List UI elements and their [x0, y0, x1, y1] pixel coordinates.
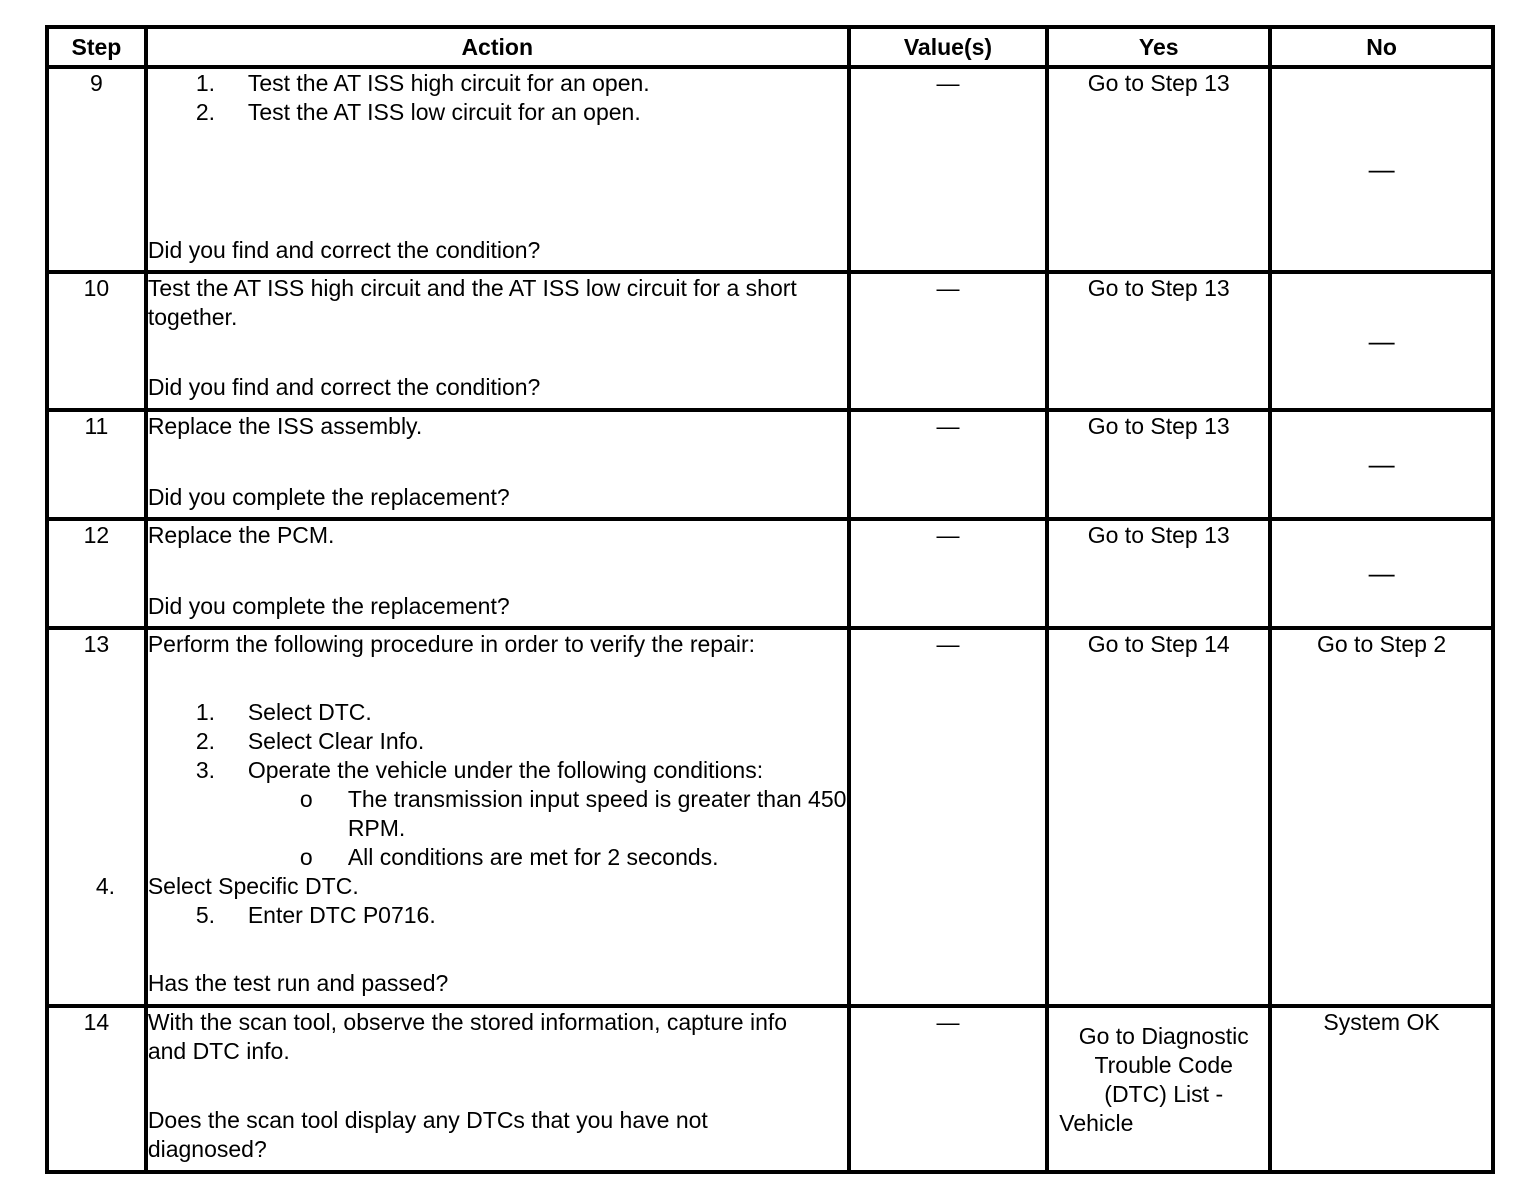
table-row-step-11 — [47, 410, 1493, 519]
header-no: No — [1270, 27, 1493, 67]
yes-cell: Go to Step 13 — [1047, 67, 1270, 272]
no-cell: — — [1270, 272, 1493, 410]
action-question: Did you find and correct the condition? — [147, 374, 541, 400]
action-intro: Test the AT ISS high circuit and the AT ISS low circuit for a short together. — [147, 275, 797, 330]
header-step: Step — [47, 27, 146, 67]
sub-list-item: o All conditions are met for 2 seconds. — [299, 844, 719, 870]
action-list — [148, 69, 847, 127]
table-row-step-10 — [47, 272, 1493, 410]
header-row — [47, 27, 1493, 67]
step-number: 9 — [47, 67, 146, 272]
sub-list-item: o The transmission input speed is greater than 450 RPM. — [299, 786, 847, 841]
list-item: 1. Select DTC. — [195, 699, 372, 725]
list-item: 2. Select Clear Info. — [195, 728, 425, 754]
action-question: Does the scan tool display any DTCs that you have not diagnosed? — [147, 1107, 708, 1162]
step-number: 12 — [47, 519, 146, 628]
action-cell — [146, 1006, 849, 1172]
sub-list — [248, 785, 847, 872]
yes-line: Vehicle — [1059, 1110, 1134, 1136]
no-cell: Go to Step 2 — [1270, 628, 1493, 1006]
list-item: 3. Operate the vehicle under the following conditions: o The transmission input speed is greater than 450 RPM. o All conditions are met for 2 seconds. — [195, 757, 847, 870]
action-question: Did you find and correct the condition? — [147, 237, 541, 263]
header-yes: Yes — [1047, 27, 1270, 67]
yes-line: (DTC) List - — [1104, 1081, 1224, 1107]
action-cell — [146, 67, 849, 272]
value-cell: — — [849, 67, 1048, 272]
no-cell: — — [1270, 519, 1493, 628]
action-question: Did you complete the replacement? — [147, 484, 510, 510]
table-row-step-9 — [47, 67, 1493, 272]
header-action: Action — [146, 27, 849, 67]
action-intro: Replace the PCM. — [147, 522, 335, 548]
no-cell: — — [1270, 410, 1493, 519]
yes-cell — [1047, 1006, 1270, 1172]
yes-cell: Go to Step 14 — [1047, 628, 1270, 1006]
action-intro: Perform the following procedure in order to verify the repair: — [147, 631, 756, 657]
action-cell — [146, 410, 849, 519]
action-question: Did you complete the replacement? — [147, 593, 510, 619]
list-item: 1. Test the AT ISS high circuit for an open. — [195, 70, 650, 96]
step-number: 10 — [47, 272, 146, 410]
action-cell — [146, 519, 849, 628]
step-number: 14 — [47, 1006, 146, 1172]
table-row-step-14 — [47, 1006, 1493, 1172]
action-intro: With the scan tool, observe the stored information, capture info and DTC info. — [147, 1009, 788, 1064]
value-cell: — — [849, 628, 1048, 1006]
table-row-step-13 — [47, 628, 1493, 1006]
list-item: 4. Select Specific DTC. — [95, 873, 359, 899]
list-item: 5. Enter DTC P0716. — [195, 902, 436, 928]
table-row-step-12 — [47, 519, 1493, 628]
yes-line: Trouble Code — [1094, 1052, 1233, 1078]
yes-cell: Go to Step 13 — [1047, 519, 1270, 628]
yes-cell: Go to Step 13 — [1047, 272, 1270, 410]
value-cell: — — [849, 410, 1048, 519]
no-cell: — — [1270, 67, 1493, 272]
value-cell: — — [849, 272, 1048, 410]
action-intro: Replace the ISS assembly. — [147, 413, 423, 439]
value-cell: — — [849, 1006, 1048, 1172]
action-question: Has the test run and passed? — [147, 970, 449, 996]
no-cell: System OK — [1270, 1006, 1493, 1172]
diagnostic-table — [45, 25, 1495, 1174]
action-list — [95, 698, 847, 930]
step-number: 13 — [47, 628, 146, 1006]
yes-cell: Go to Step 13 — [1047, 410, 1270, 519]
list-item: 2. Test the AT ISS low circuit for an open. — [195, 99, 641, 125]
step-number: 11 — [47, 410, 146, 519]
value-cell: — — [849, 519, 1048, 628]
yes-line: Go to Diagnostic — [1078, 1023, 1249, 1049]
header-values: Value(s) — [849, 27, 1048, 67]
action-cell — [146, 272, 849, 410]
